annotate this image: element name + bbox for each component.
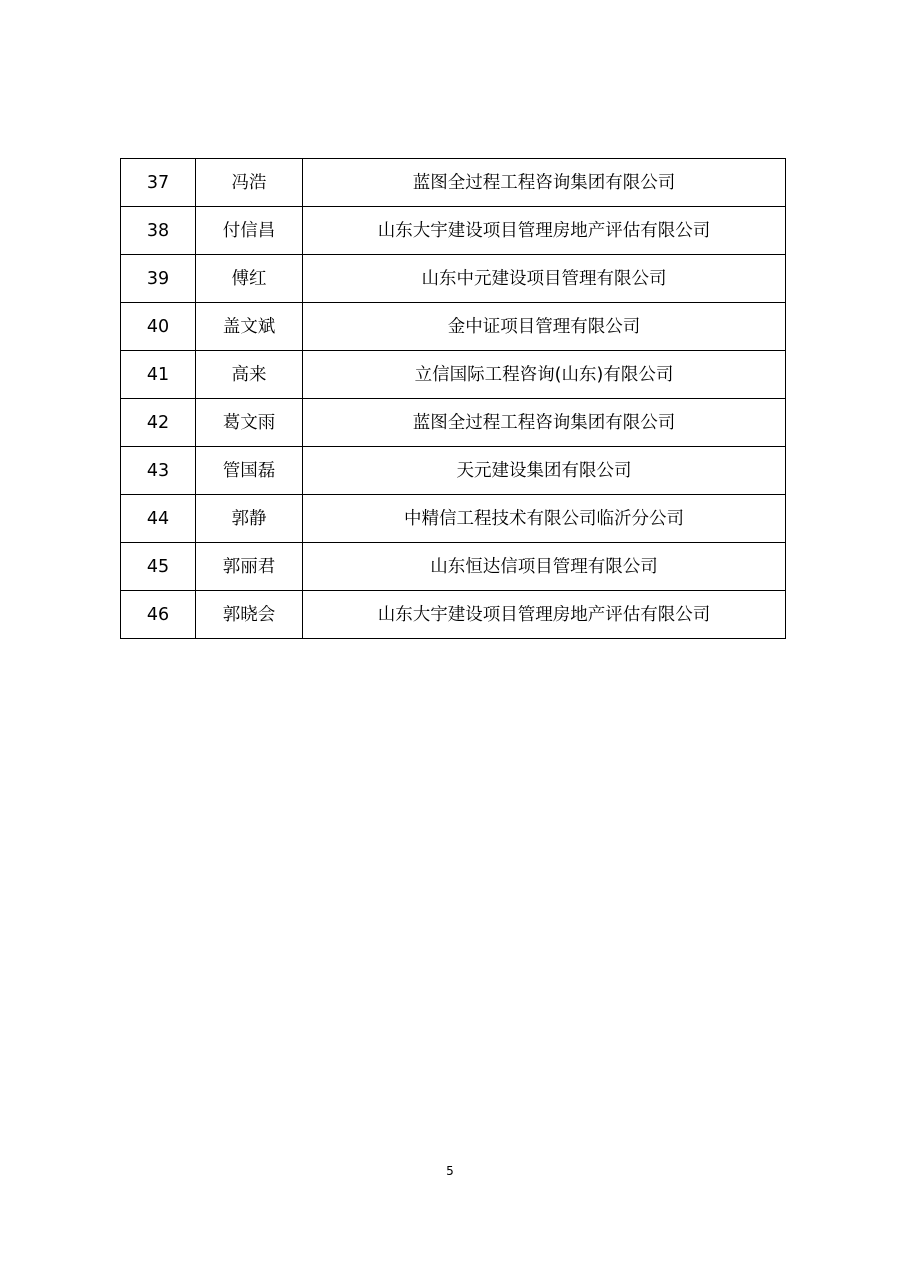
person-name-cell: 付信昌 bbox=[196, 207, 303, 255]
organization-cell: 山东大宇建设项目管理房地产评估有限公司 bbox=[303, 591, 786, 639]
row-number-cell: 43 bbox=[121, 447, 196, 495]
row-number-cell: 44 bbox=[121, 495, 196, 543]
organization-cell: 天元建设集团有限公司 bbox=[303, 447, 786, 495]
page-number: 5 bbox=[446, 1164, 454, 1178]
row-number-cell: 37 bbox=[121, 159, 196, 207]
person-name-cell: 郭丽君 bbox=[196, 543, 303, 591]
row-number-cell: 40 bbox=[121, 303, 196, 351]
organization-cell: 蓝图全过程工程咨询集团有限公司 bbox=[303, 399, 786, 447]
organization-cell: 山东中元建设项目管理有限公司 bbox=[303, 255, 786, 303]
organization-cell: 立信国际工程咨询(山东)有限公司 bbox=[303, 351, 786, 399]
organization-cell: 中精信工程技术有限公司临沂分公司 bbox=[303, 495, 786, 543]
organization-cell: 蓝图全过程工程咨询集团有限公司 bbox=[303, 159, 786, 207]
organization-cell: 金中证项目管理有限公司 bbox=[303, 303, 786, 351]
person-name-cell: 傅红 bbox=[196, 255, 303, 303]
row-number-cell: 46 bbox=[121, 591, 196, 639]
personnel-table bbox=[120, 158, 786, 639]
row-number-cell: 45 bbox=[121, 543, 196, 591]
organization-cell: 山东恒达信项目管理有限公司 bbox=[303, 543, 786, 591]
person-name-cell: 郭静 bbox=[196, 495, 303, 543]
person-name-cell: 高来 bbox=[196, 351, 303, 399]
table-row bbox=[121, 255, 786, 303]
organization-cell: 山东大宇建设项目管理房地产评估有限公司 bbox=[303, 207, 786, 255]
table-row bbox=[121, 399, 786, 447]
table-row bbox=[121, 447, 786, 495]
table-row bbox=[121, 543, 786, 591]
row-number-cell: 42 bbox=[121, 399, 196, 447]
person-name-cell: 葛文雨 bbox=[196, 399, 303, 447]
table-row bbox=[121, 591, 786, 639]
table-row bbox=[121, 207, 786, 255]
table-row bbox=[121, 159, 786, 207]
person-name-cell: 盖文斌 bbox=[196, 303, 303, 351]
person-name-cell: 冯浩 bbox=[196, 159, 303, 207]
table-row bbox=[121, 303, 786, 351]
row-number-cell: 39 bbox=[121, 255, 196, 303]
row-number-cell: 38 bbox=[121, 207, 196, 255]
table-row bbox=[121, 495, 786, 543]
person-name-cell: 郭晓会 bbox=[196, 591, 303, 639]
row-number-cell: 41 bbox=[121, 351, 196, 399]
table-row bbox=[121, 351, 786, 399]
person-name-cell: 管国磊 bbox=[196, 447, 303, 495]
